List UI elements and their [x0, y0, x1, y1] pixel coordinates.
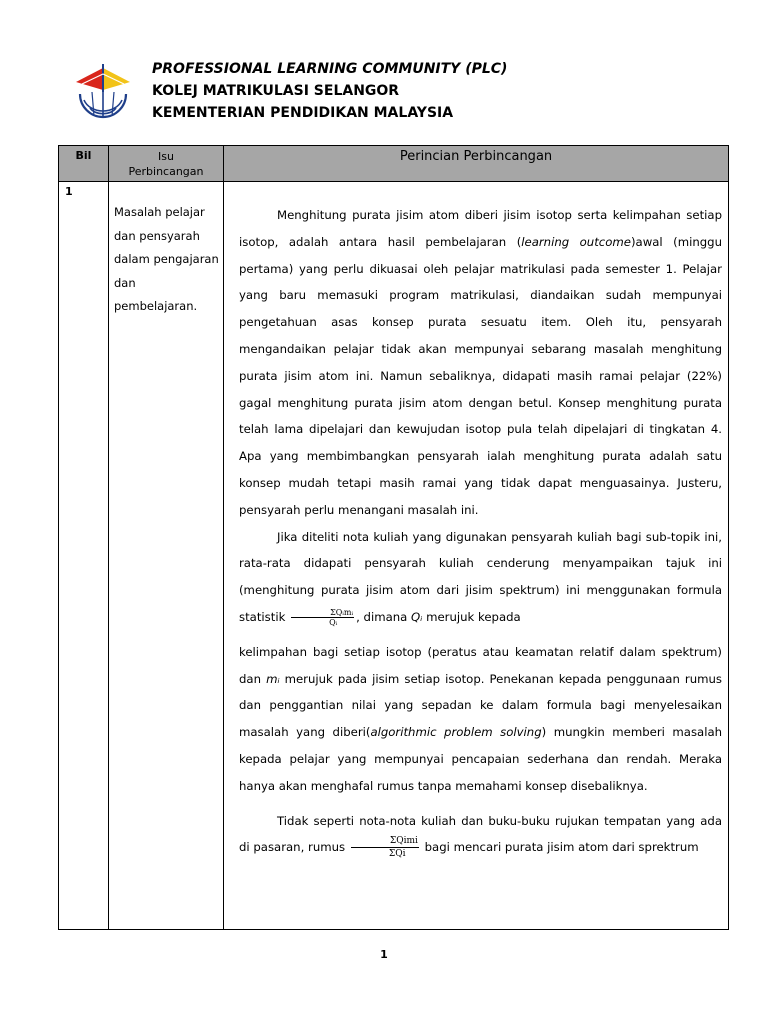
isu-text: Masalah pelajar dan pensyarah dalam pengajaran dan pembelajaran.	[114, 205, 219, 313]
row-number: 1	[65, 185, 73, 198]
col-header-isu-line2: Perbincangan	[128, 165, 204, 178]
table-row	[59, 182, 729, 930]
paragraph-1: Menghitung purata jisim atom diberi jisim isotop serta kelimpahan setiap isotop, adalah antara hasil pembelajaran (learning outcome)awal (minggu pertama) yang perlu dikuasai oleh pelajar matrikulasi pada semester 1. Pelajar yang baru memasuki program matrikulasi, diandaikan sudah mempunyai pengetahuan asas konsep purata sesuatu item. Oleh itu, pensyarah mengandaikan pelajar tidak akan mempunyai sebarang masalah menghitung purata jisim atom ini. Namun sebaliknya, didapati masih ramai pelajar (22%) gagal menghitung purata jisim atom dengan betul. Konsep menghitung purata telah lama dipelajari dan kewujudan isotop pula telah dipelajari di tingkatan 4. Apa yang membimbangkan pensyarah ialah menghitung purata adalah satu konsep mudah tetapi masih ramai yang tidak dapat menguasainya. Justeru, pensyarah perlu menangani masalah ini.	[239, 208, 723, 517]
perincian-body	[224, 182, 728, 861]
cell-bil	[59, 182, 109, 930]
header-ministry-name: KEMENTERIAN PENDIDIKAN MALAYSIA	[152, 105, 454, 121]
cell-perincian	[224, 182, 729, 930]
page-number: 1	[380, 948, 388, 961]
paragraph-3: Tidak seperti nota-nota kuliah dan buku-buku rujukan tempatan yang ada di pasaran, rumus $\frac{\text{ΣQimi}}{\text{ΣQi}}$ bagi mencari purata jisim atom dari sprektrum	[239, 813, 722, 860]
paragraph-2: Jika diteliti nota kuliah yang digunakan pensyarah kuliah bagi sub-topik ini, rata-rata didapati pensyarah kuliah cenderung menyampaikan tajuk ini (menghitung purata jisim atom dari jisim spektrum) ini menggunakan formula statistik $\frac{\text{ΣQᵢmᵢ}}{\text{Qᵢ}}$ , dimana Qᵢ merujuk kepada	[239, 529, 722, 627]
cell-isu	[109, 182, 224, 930]
formula-average-mass: $\frac{\text{ΣQimi}}{\text{ΣQi}}$	[351, 835, 419, 860]
col-header-isu-line1: Isu	[158, 150, 174, 163]
formula-weighted-average: $\frac{\text{ΣQᵢmᵢ}}{\text{Qᵢ}}$	[291, 608, 354, 627]
header-plc-title: PROFESSIONAL LEARNING COMMUNITY (PLC)	[152, 61, 508, 77]
discussion-table	[58, 145, 729, 930]
col-header-perincian: Perincian Perbincangan	[224, 146, 729, 182]
paragraph-2-cont: kelimpahan bagi setiap isotop (peratus atau keamatan relatif dalam spektrum) dan mᵢ merujuk pada jisim setiap isotop. Penekanan kepada penggunaan rumus dan penggantian nilai yang sepadan ke dalam formula bagi menyelesaikan masalah yang diberi(algorithmic problem solving) mungkin memberi masalah kepada pelajar yang mempunyai pencapaian sederhana dan rendah. Meraka hanya akan menghafal rumus tanpa memahami konsep disebaliknya.	[239, 644, 723, 793]
college-logo	[72, 58, 134, 120]
col-header-isu	[109, 146, 224, 182]
header-college-name: KOLEJ MATRIKULASI SELANGOR	[152, 83, 400, 99]
col-header-bil: Bil	[59, 146, 109, 182]
table-header-row	[59, 146, 729, 182]
